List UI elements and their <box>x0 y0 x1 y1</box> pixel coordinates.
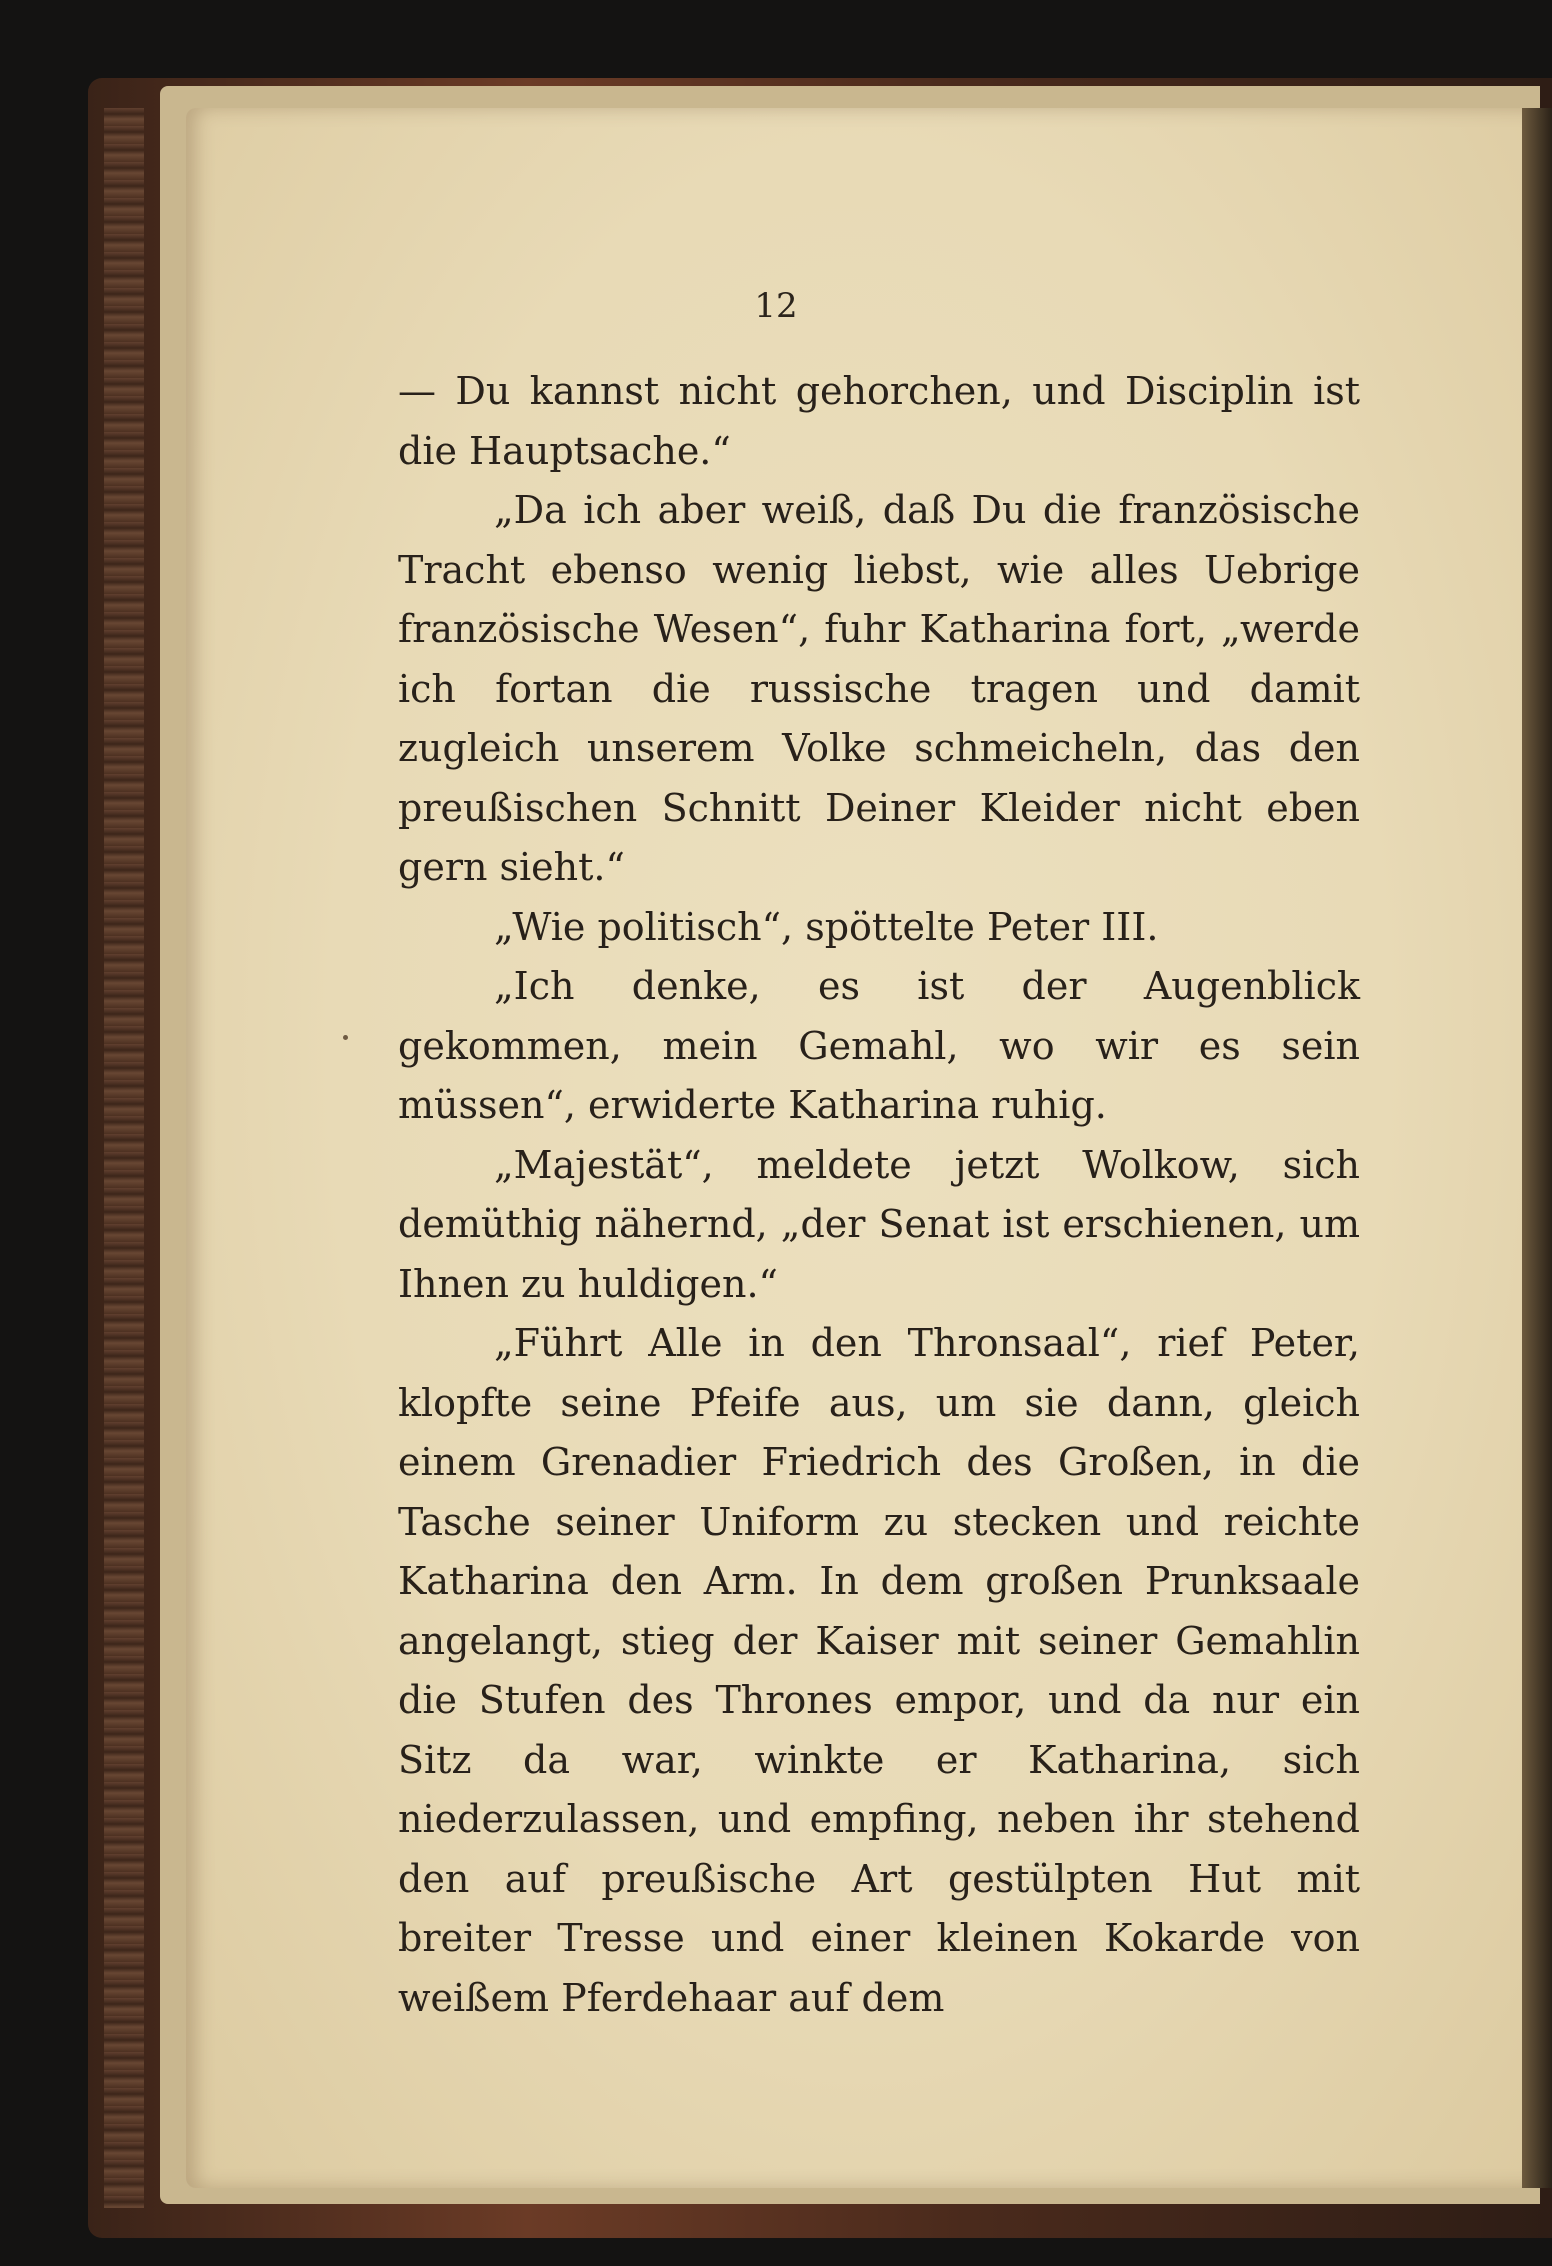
paragraph-4: „Ich denke, es ist der Augenblick gekommen, mein Gemahl, wo wir es sein müssen“, erwiderte Katharina ruhig. <box>398 964 1360 1127</box>
body-text <box>398 362 1360 2028</box>
page-number: 12 <box>754 286 798 326</box>
paragraph-3: „Wie politisch“, spöttelte Peter III. <box>494 904 1159 949</box>
paragraph-2: „Da ich aber weiß, daß Du die französische Tracht ebenso wenig liebst, wie alles Uebrige französische Wesen“, fuhr Katharina fort, „werde ich fortan die russische tragen und damit zugleich unserem Volke schmeicheln, das den preußischen Schnitt Deiner Kleider nicht eben gern sieht.“ <box>398 488 1360 889</box>
paper-speck <box>343 1035 348 1040</box>
paragraph-6: „Führt Alle in den Thronsaal“, rief Peter, klopfte seine Pfeife aus, um sie dann, gleich einem Grenadier Friedrich des Großen, in die Tasche seiner Uniform zu stecken und reichte Katharina den Arm. In dem großen Prunksaale angelangt, stieg der Kaiser mit seiner Gemahlin die Stufen des Thrones empor, und da nur ein Sitz da war, winkte er Katharina, sich niederzulassen, und empfing, neben ihr stehend den auf preußische Art gestülpten Hut mit breiter Tresse und einer kleinen Kokarde von weißem Pferdehaar auf dem <box>398 1321 1360 2020</box>
paragraph-1: — Du kannst nicht gehorchen, und Disciplin ist die Hauptsache.“ <box>398 369 1360 473</box>
paragraph-5: „Majestät“, meldete jetzt Wolkow, sich demüthig nähernd, „der Senat ist erschienen, um Ihnen zu huldigen.“ <box>398 1142 1360 1306</box>
book-gutter <box>1522 108 1552 2188</box>
